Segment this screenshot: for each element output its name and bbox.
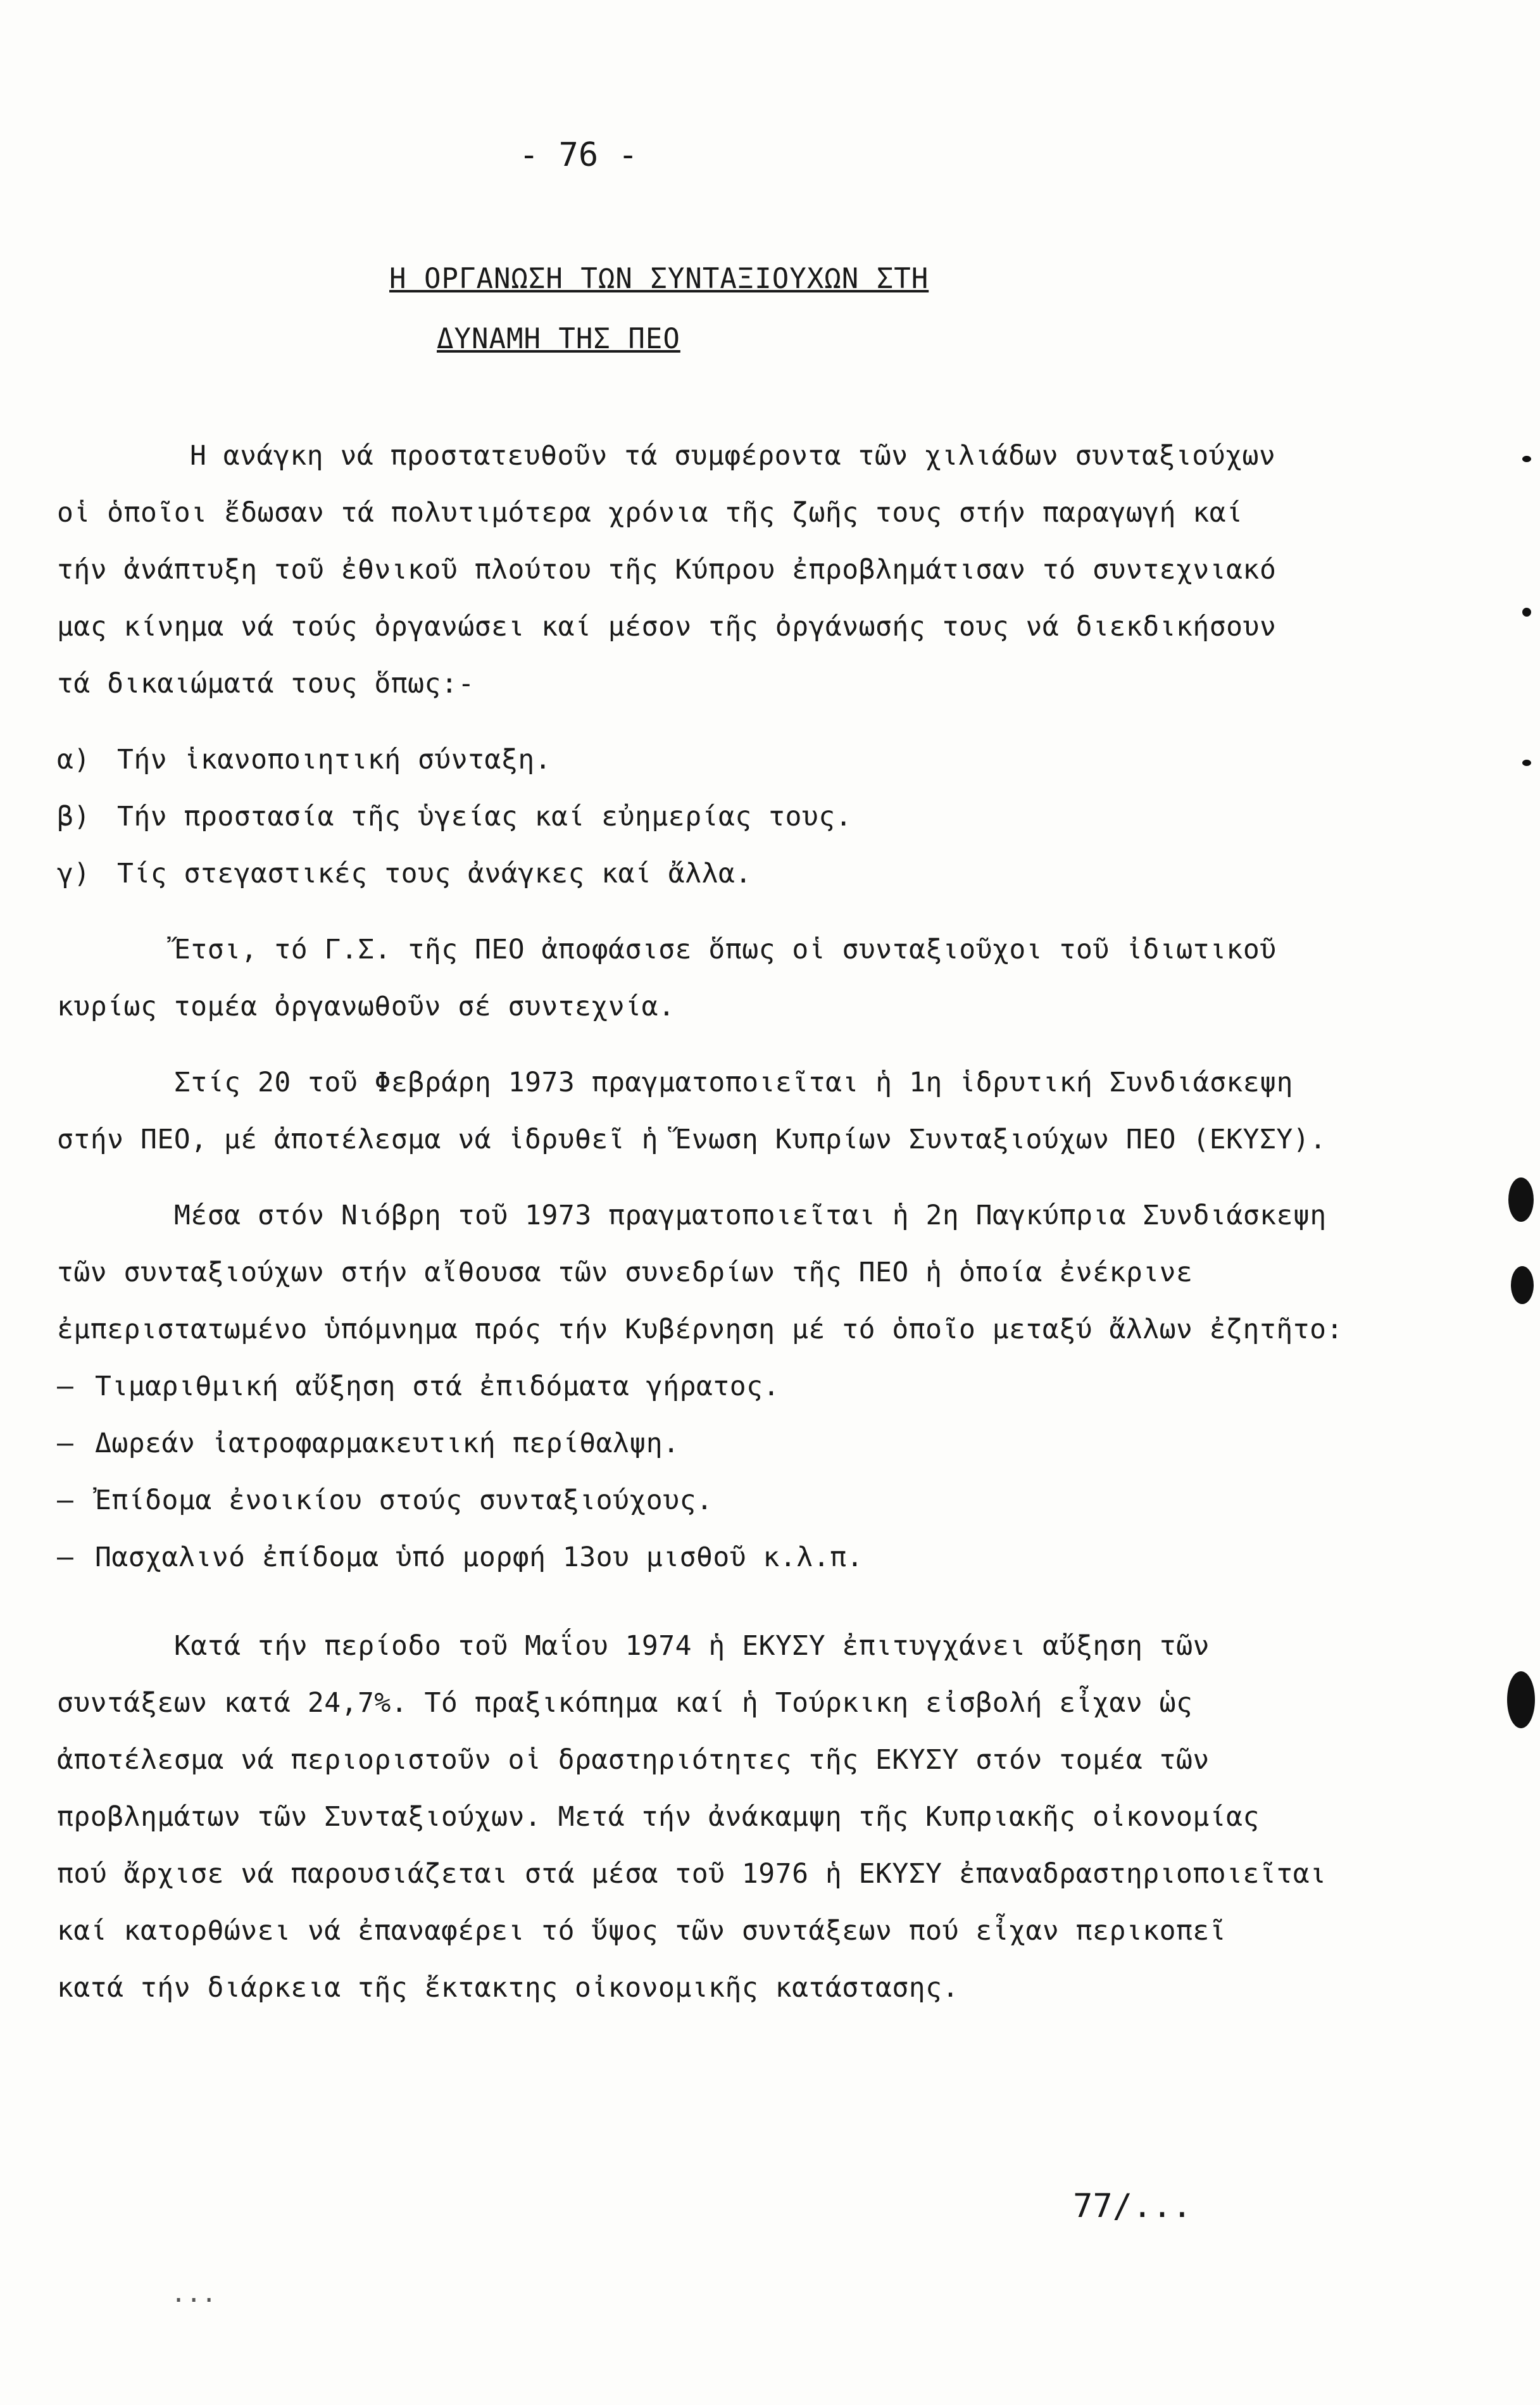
footer-dots: ... [171, 2279, 217, 2308]
intro-line: μας κίνημα νά τούς ὀργανώσει καί μέσον τῆς ὀργάνωσής τους νά διεκδικήσουν [57, 611, 1277, 643]
item-letter: γ) [57, 858, 91, 889]
item-text: Τιμαριθμική αὔξηση στά ἐπιδόματα γήρατος. [95, 1371, 780, 1402]
paragraph-line: κυρίως τομέα ὀργανωθοῦν σέ συντεχνία. [57, 991, 675, 1022]
list-item [57, 1428, 680, 1459]
dash-bullet: – [57, 1542, 74, 1573]
paragraph-line: Στίς 20 τοῦ Φεβράρη 1973 πραγματοποιεῖται ἡ 1η ἱδρυτική Συνδιάσκεψη [174, 1067, 1294, 1098]
paragraph-line: καί κατορθώνει νά ἐπαναφέρει τό ὕψος τῶν συντάξεων πού εἶχαν περικοπεῖ [57, 1915, 1227, 1947]
title-line-1: Η ΟΡΓΑΝΩΣΗ ΤΩΝ ΣΥΝΤΑΞΙΟΥΧΩΝ ΣΤΗ [389, 263, 929, 295]
paragraph-line: προβλημάτων τῶν Συνταξιούχων. Μετά τήν ἀνάκαμψη τῆς Κυπριακῆς οἰκονομίας [57, 1801, 1260, 1833]
item-text: Τήν ἱκανοποιητική σύνταξη. [117, 744, 552, 776]
item-text: Πασχαλινό ἐπίδομα ὑπό μορφή 13ου μισθοῦ κ.λ.π. [95, 1542, 863, 1573]
item-text: Τίς στεγαστικές τους ἀνάγκες καί ἄλλα. [117, 858, 752, 889]
list-item [57, 1371, 780, 1402]
intro-line: Η ανάγκη νά προστατευθοῦν τά συμφέροντα τῶν χιλιάδων συνταξιούχων [190, 440, 1276, 472]
paragraph-line: ἀποτέλεσμα νά περιοριστοῦν οἱ δραστηριότητες τῆς ΕΚΥΣΥ στόν τομέα τῶν [57, 1744, 1210, 1776]
paragraph-line: κατά τήν διάρκεια τῆς ἔκτακτης οἰκονομικῆς κατάστασης. [57, 1972, 959, 2004]
paragraph-line: τῶν συνταξιούχων στήν αἴθουσα τῶν συνεδρίων τῆς ΠΕΟ ἡ ὁποία ἐνέκρινε [57, 1257, 1193, 1288]
intro-line: τά δικαιώματά τους ὅπως:- [57, 668, 475, 700]
list-item [57, 744, 551, 776]
scan-mark [1522, 760, 1531, 766]
dash-bullet: – [57, 1428, 74, 1459]
item-text: Τήν προστασία τῆς ὑγείας καί εὐημερίας τους. [117, 801, 853, 832]
intro-line: οἱ ὁποῖοι ἔδωσαν τά πολυτιμότερα χρόνια τῆς ζωῆς τους στήν παραγωγή καί [57, 497, 1243, 529]
list-item [57, 858, 752, 889]
item-text: Ἐπίδομα ἐνοικίου στούς συνταξιούχους. [95, 1485, 713, 1516]
intro-line: τήν ἀνάπτυξη τοῦ ἐθνικοῦ πλούτου τῆς Κύπρου ἐπροβλημάτισαν τό συντεχνιακό [57, 554, 1277, 586]
paragraph-line: Κατά τήν περίοδο τοῦ Μαΐου 1974 ἡ ΕΚΥΣΥ ἐπιτυγχάνει αὔξηση τῶν [174, 1630, 1210, 1662]
item-text: Δωρεάν ἰατροφαρμακευτική περίθαλψη. [95, 1428, 680, 1459]
item-letter: β) [57, 801, 91, 832]
title-line-2: ΔΥΝΑΜΗ ΤΗΣ ΠΕΟ [437, 323, 680, 355]
scan-mark [1511, 1266, 1534, 1304]
dash-bullet: – [57, 1485, 74, 1516]
paragraph-line: ἐμπεριστατωμένο ὑπόμνημα πρός τήν Κυβέρνηση μέ τό ὁποῖο μεταξύ ἄλλων ἐζητῆτο: [57, 1314, 1343, 1345]
list-item [57, 1542, 863, 1573]
paragraph-line: στήν ΠΕΟ, μέ ἀποτέλεσμα νά ἱδρυθεῖ ἡ Ἕνωση Κυπρίων Συνταξιούχων ΠΕΟ (ΕΚΥΣΥ). [57, 1124, 1327, 1155]
dash-bullet: – [57, 1371, 74, 1402]
item-letter: α) [57, 744, 91, 776]
scan-mark [1522, 608, 1531, 617]
scan-mark [1507, 1671, 1535, 1728]
scan-mark [1508, 1177, 1534, 1222]
list-item [57, 1485, 713, 1516]
paragraph-line: Ἔτσι, τό Γ.Σ. τῆς ΠΕΟ ἀποφάσισε ὅπως οἱ συνταξιοῦχοι τοῦ ἰδιωτικοῦ [174, 934, 1277, 965]
paragraph-line: συντάξεων κατά 24,7%. Τό πραξικόπημα καί ἡ Τούρκικη εἰσβολή εἶχαν ὡς [57, 1687, 1193, 1719]
continuation-marker: 77/... [1073, 2187, 1192, 2225]
scan-mark [1522, 456, 1531, 462]
paragraph-line: πού ἄρχισε νά παρουσιάζεται στά μέσα τοῦ 1976 ἡ ΕΚΥΣΥ ἐπαναδραστηριοποιεῖται [57, 1858, 1327, 1890]
page-number: - 76 - [519, 136, 638, 174]
list-item [57, 801, 852, 832]
paragraph-line: Μέσα στόν Νιόβρη τοῦ 1973 πραγματοποιεῖται ἡ 2η Παγκύπρια Συνδιάσκεψη [174, 1200, 1327, 1231]
